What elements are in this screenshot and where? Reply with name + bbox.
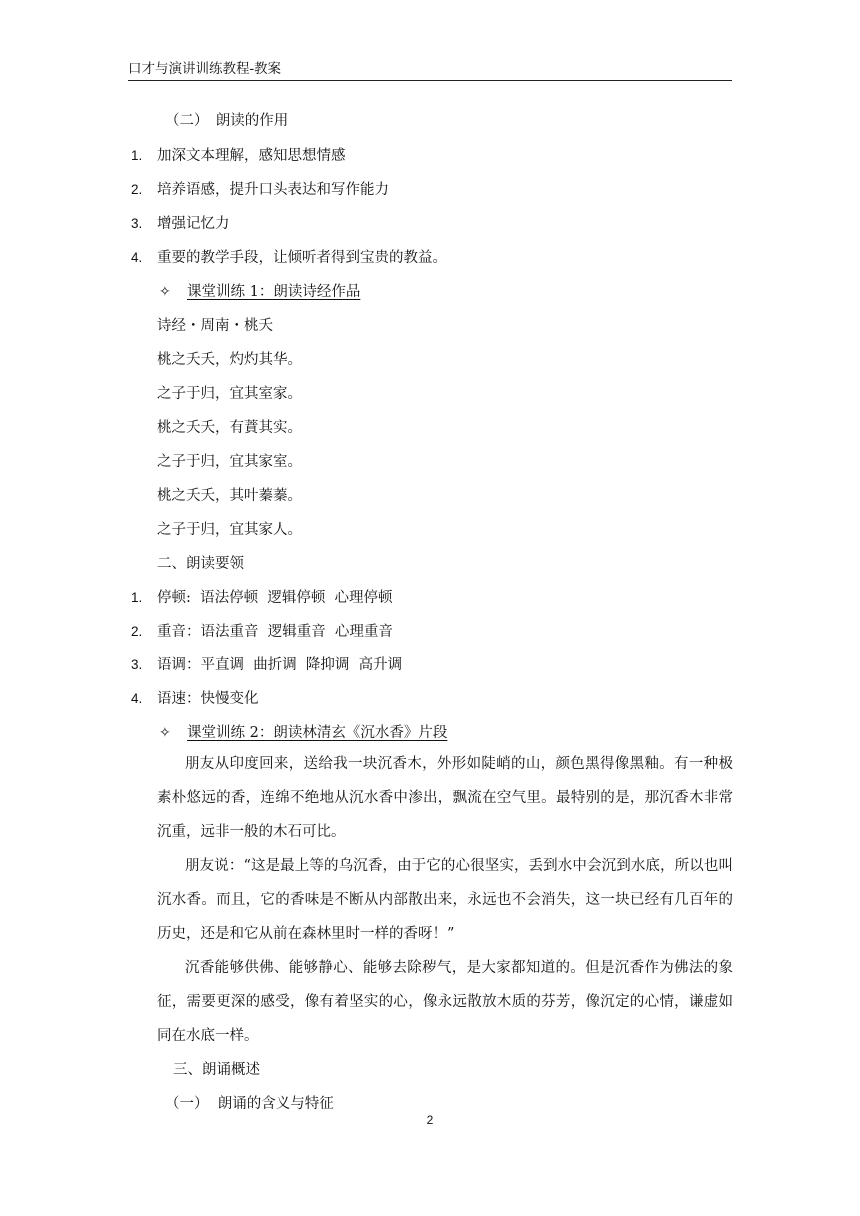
page-number: 2 — [426, 1113, 434, 1127]
list-number: 1. — [131, 148, 143, 163]
list-number: 4. — [131, 691, 143, 706]
diamond-bullet-icon: ✧ — [159, 725, 171, 741]
prose-paragraph: 沉香能够供佛、能够静心、能够去除秽气，是大家都知道的。但是沉香作为佛法的象征，需要更深的感受，像有着坚实的心，像永远散放木质的芬芳，像沉定的心情，谦虚如同在水底一样。 — [157, 960, 733, 1044]
poem-line: 桃之夭夭，有蕡其实。 — [157, 420, 302, 436]
list-text: 重要的教学手段，让倾听者得到宝贵的教益。 — [157, 250, 447, 266]
list-number: 2. — [131, 624, 143, 639]
list-text: 重音：语法重音 逻辑重音 心理重音 — [157, 624, 393, 640]
list-number: 3. — [131, 216, 143, 231]
running-header: 口才与演讲训练教程-教案 — [128, 61, 282, 77]
list-text: 语速：快慢变化 — [157, 691, 259, 707]
poem-title: 诗经・周南・桃夭 — [157, 318, 273, 334]
subsection-title-recitation-meaning: （一） 朗诵的含义与特征 — [165, 1096, 334, 1112]
list-text: 停顿: 语法停顿 逻辑停顿 心理停顿 — [157, 590, 393, 606]
list-text: 培养语感，提升口头表达和写作能力 — [157, 182, 389, 198]
list-number: 4. — [131, 250, 143, 265]
list-text: 加深文本理解，感知思想情感 — [157, 148, 346, 164]
poem-line: 之子于归，宜其室家。 — [157, 386, 302, 402]
list-number: 3. — [131, 657, 143, 672]
prose-paragraph: 朋友从印度回来，送给我一块沉香木，外形如陡峭的山，颜色黑得像黑釉。有一种极素朴悠远的香，连绵不绝地从沉水香中渗出，飘流在空气里。最特别的是，那沉香木非常沉重，远非一般的木石可比。 — [157, 756, 733, 840]
prose-paragraph: 朋友说：“这是最上等的乌沉香，由于它的心很坚实，丢到水中会沉到水底，所以也叫沉水香。而且，它的香味是不断从内部散出来，永远也不会消失，这一块已经有几百年的历史，还是和它从前在森林里时一样的香呀！” — [157, 858, 733, 942]
list-number: 2. — [131, 182, 143, 197]
list-number: 1. — [131, 590, 143, 605]
list-text: 语调：平直调 曲折调 降抑调 高升调 — [157, 657, 403, 673]
subsection-title-reading-effects: （二） 朗读的作用 — [165, 113, 289, 129]
section-title-reading-essentials: 二、朗读要领 — [157, 556, 244, 572]
poem-line: 桃之夭夭，灼灼其华。 — [157, 352, 302, 368]
exercise-1-title: 课堂训练 1：朗读诗经作品 — [187, 284, 361, 300]
list-text: 增强记忆力 — [157, 216, 230, 232]
exercise-2-title: 课堂训练 2：朗读林清玄《沉水香》片段 — [187, 725, 448, 741]
poem-line: 之子于归，宜其家室。 — [157, 454, 302, 470]
poem-line: 之子于归，宜其家人。 — [157, 522, 302, 538]
diamond-bullet-icon: ✧ — [159, 284, 171, 300]
section-title-recitation-overview: 三、朗诵概述 — [173, 1062, 260, 1078]
header-rule — [128, 80, 732, 81]
poem-line: 桃之夭夭，其叶蓁蓁。 — [157, 488, 302, 504]
